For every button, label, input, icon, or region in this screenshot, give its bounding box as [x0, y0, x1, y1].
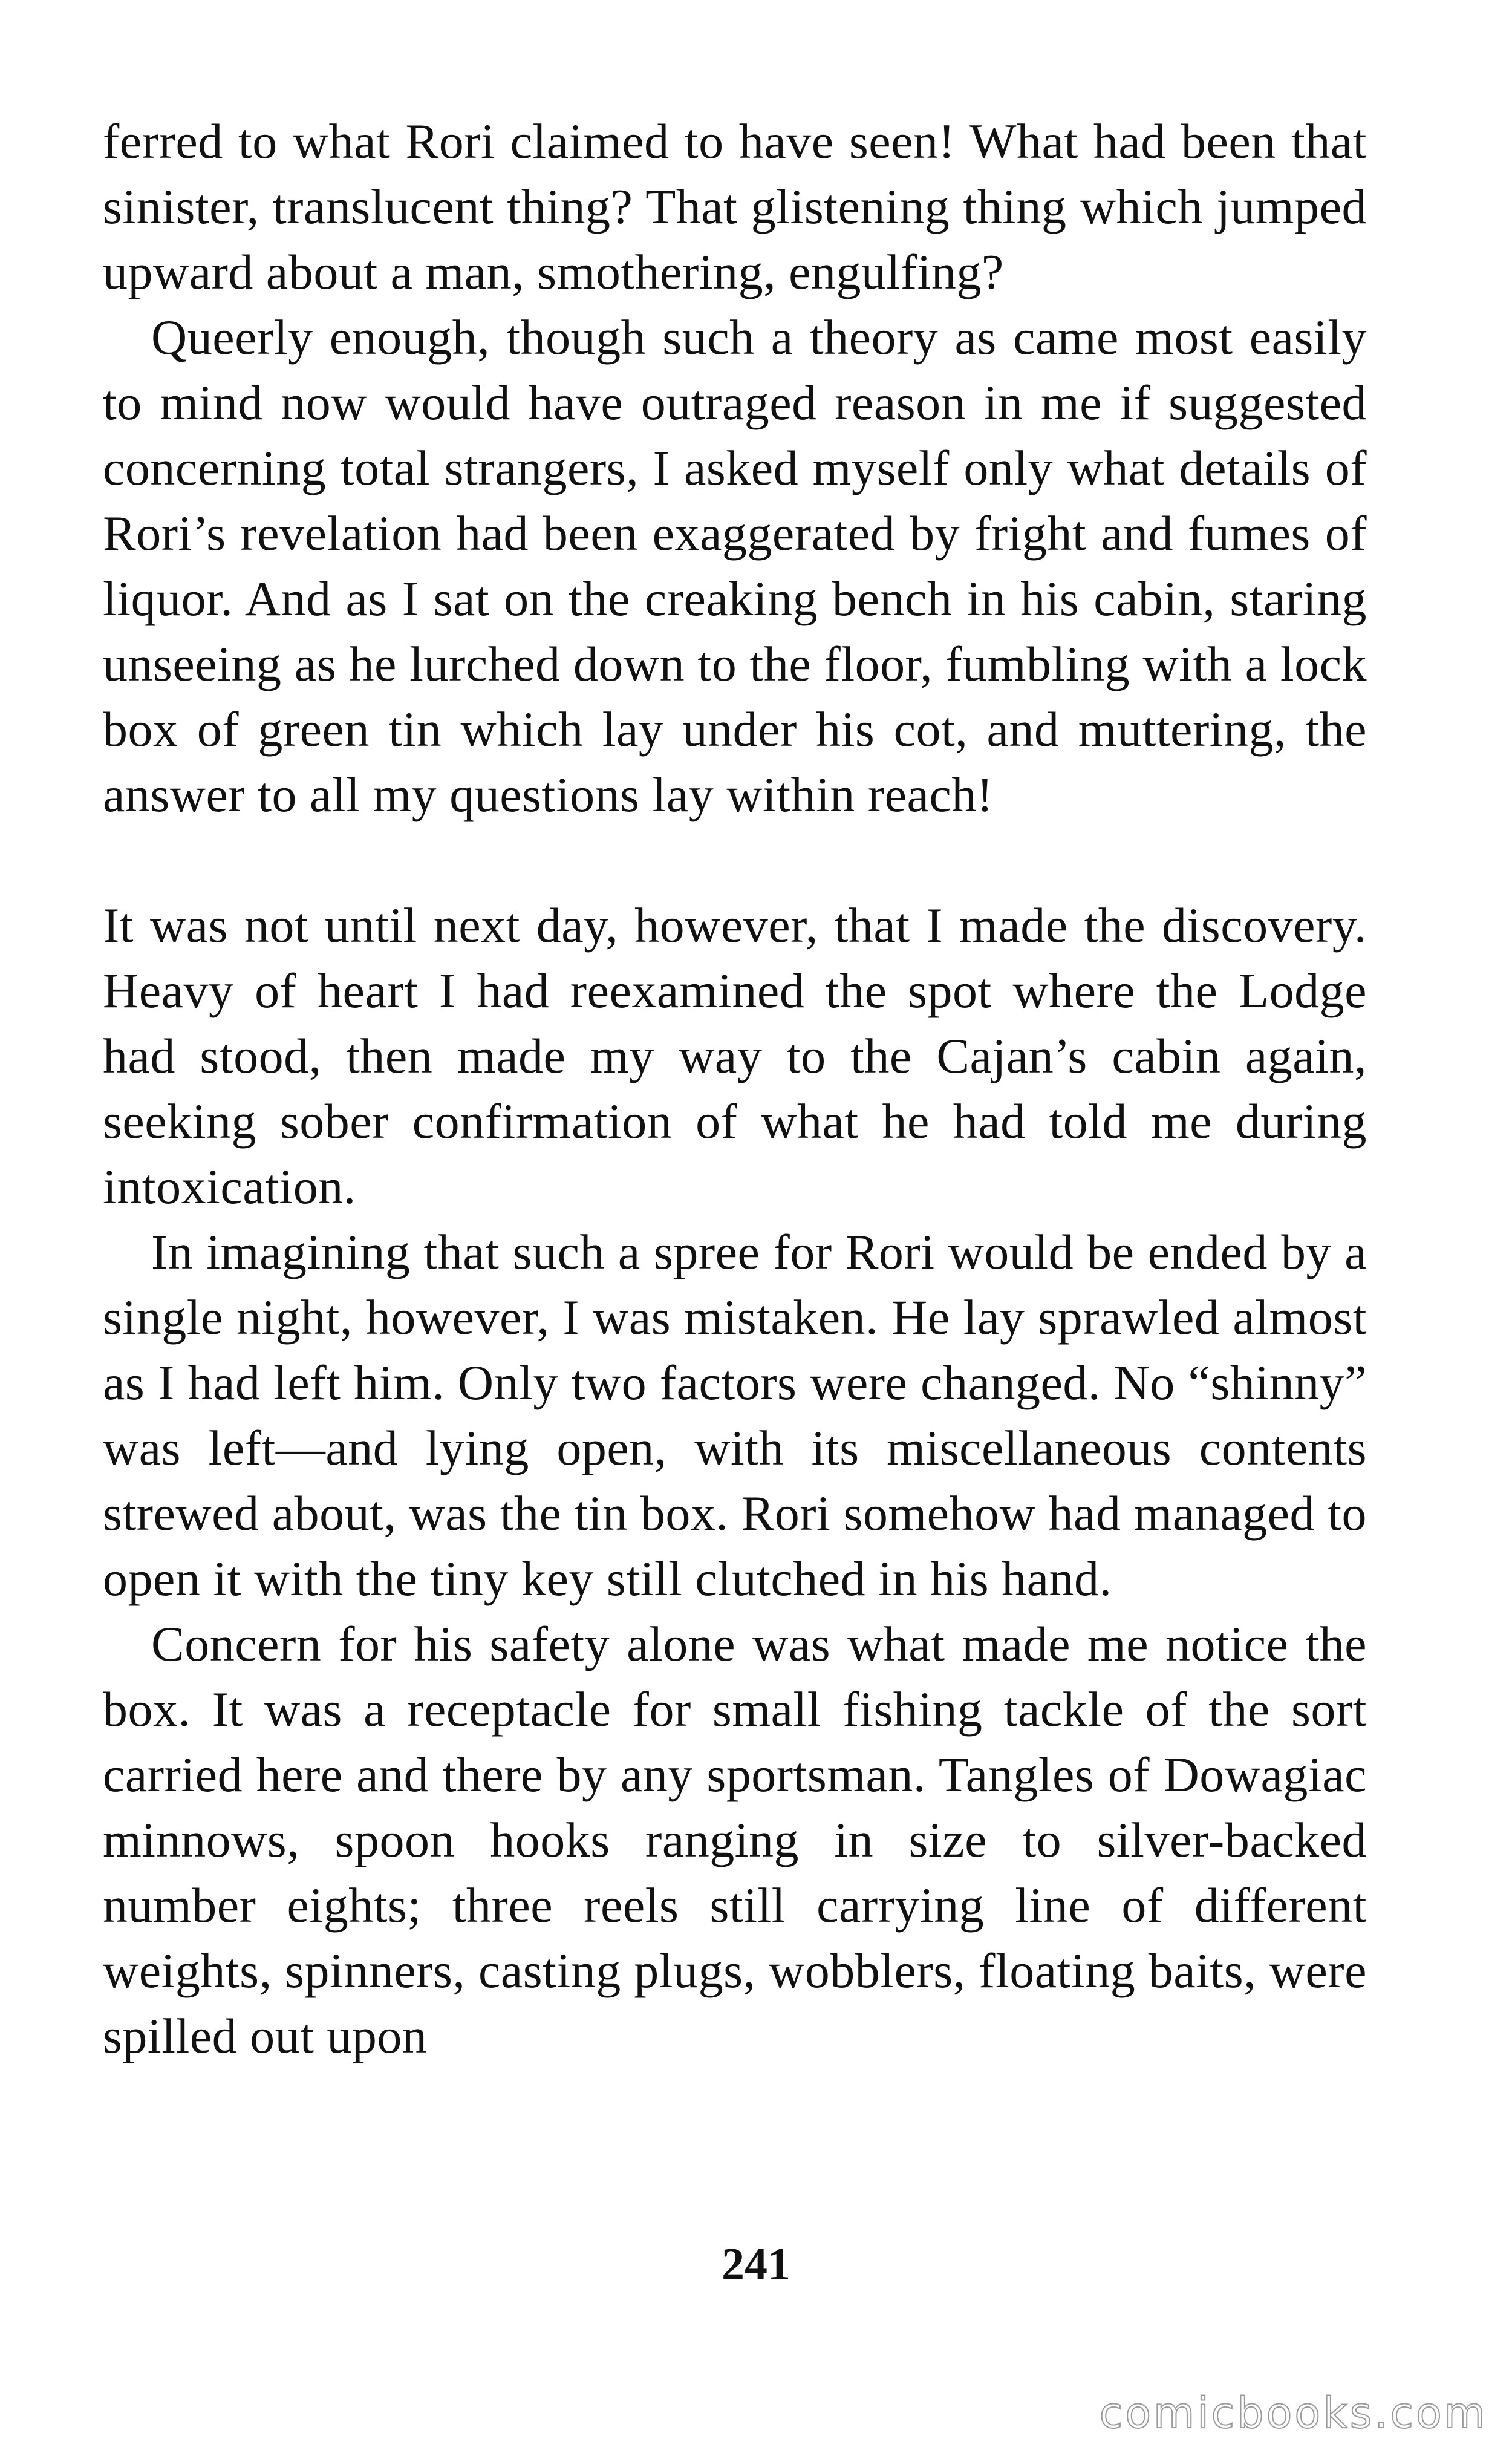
- paragraph-box: Concern for his safety alone was what made me notice the box. It was a receptacle for small fishing tackle of the sort carried here and there by any sportsman. Tangles of Dowagiac minnows, spoon hooks ranging in size to silver-backed number eights; three reels still carrying line of different weights, spinners, casting plugs, wobblers, floating baits, were spilled out upon: [103, 1616, 1367, 2063]
- paragraph-theory: Queerly enough, though such a theory as came most easily to mind now would have outraged reason in me if suggested concerning total strangers, I asked myself only what details of Rori’s revelation had been exaggerated by fright and fumes of liquor. And as I sat on the creaking bench in his cabin, staring unseeing as he lurched down to the floor, fumbling with a lock box of green tin which lay under his cot, and muttering, the answer to all my questions lay within reach!: [103, 310, 1367, 822]
- watermark: comicbooks.com: [1099, 2388, 1488, 2438]
- body-text: [103, 109, 1367, 2069]
- page-number: 241: [722, 2239, 790, 2290]
- paragraph-continuation: ferred to what Rori claimed to have seen! What had been that sinister, translucent thing? That glistening thing which jumped upward about a man, smothering, engulfing?: [103, 114, 1367, 299]
- paragraph-discovery: It was not until next day, however, that I made the discovery. Heavy of heart I had reexamined the spot where the Lodge had stood, then made my way to the Cajan’s cabin again, seeking sober confirmation of what he had told me during intoxication.: [103, 898, 1367, 1214]
- paragraph-spree: In imagining that such a spree for Rori would be ended by a single night, however, I was mistaken. He lay sprawled almost as I had left him. Only two factors were changed. No “shinny” was left—and lying open, with its miscellaneous contents strewed about, was the tin box. Rori somehow had managed to open it with the tiny key still clutched in his hand.: [103, 1224, 1367, 1606]
- section-break: [103, 828, 1367, 893]
